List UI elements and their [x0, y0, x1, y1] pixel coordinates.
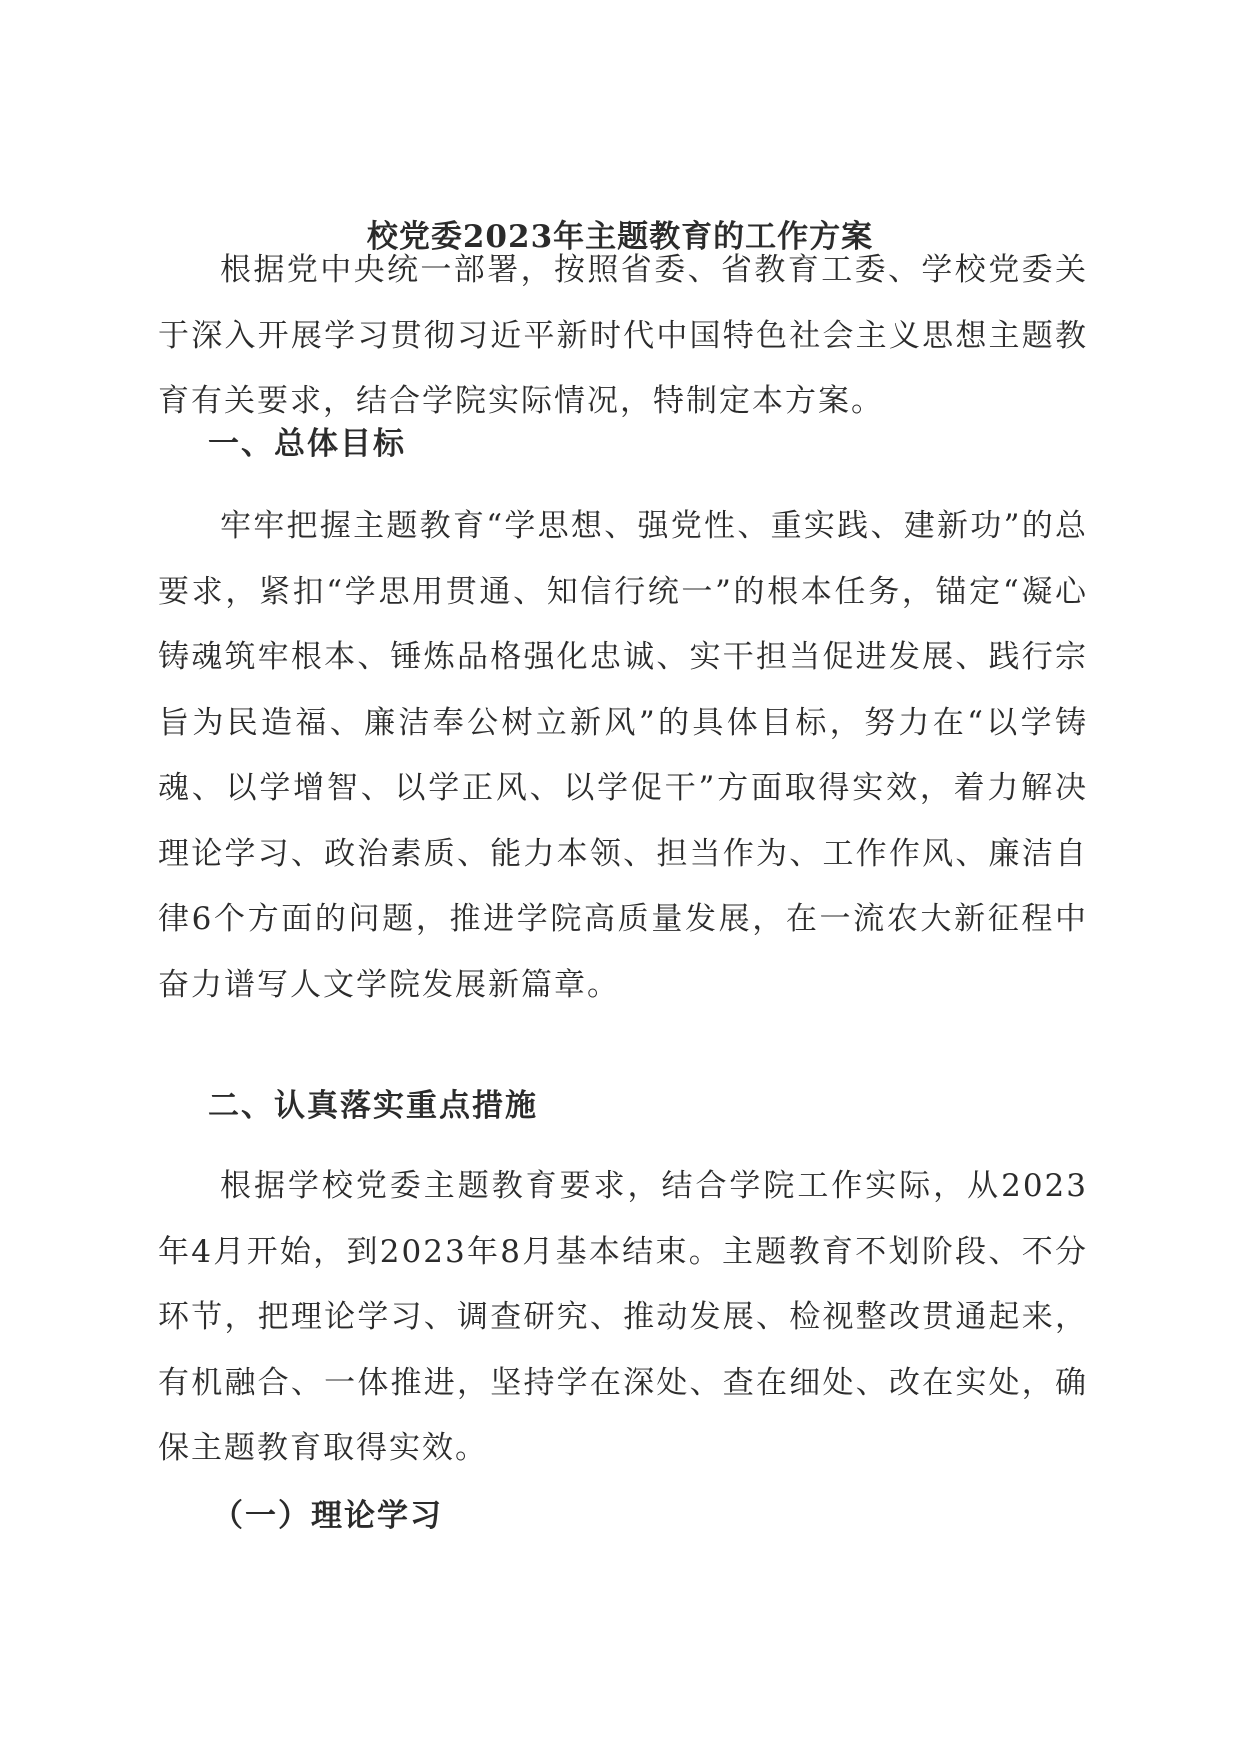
- intro-paragraph: 根据党中央统一部署，按照省委、省教育工委、学校党委关于深入开展学习贯彻习近平新时代中国特色社会主义思想主题教育有关要求，结合学院实际情况，特制定本方案。: [158, 252, 1088, 419]
- document-title: 校党委2023年主题教育的工作方案: [366, 218, 874, 255]
- section-heading-overall-goals: 一、总体目标: [208, 426, 406, 462]
- section-heading-key-measures: 二、认真落实重点措施: [208, 1088, 538, 1124]
- subsection-heading-theory-study: （一）理论学习: [212, 1498, 443, 1534]
- section-body-overall-goals: 牢牢把握主题教育“学思想、强党性、重实践、建新功”的总要求，紧扣“学思用贯通、知信行统一”的根本任务，锚定“凝心铸魂筑牢根本、锤炼品格强化忠诚、实干担当促进发展、践行宗旨为民造福、廉洁奉公树立新风”的具体目标，努力在“以学铸魂、以学增智、以学正风、以学促干”方面取得实效，着力解决理论学习、政治素质、能力本领、担当作为、工作作风、廉洁自律6个方面的问题，推进学院高质量发展，在一流农大新征程中奋力谱写人文学院发展新篇章。: [158, 508, 1088, 1003]
- section-body-key-measures: 根据学校党委主题教育要求，结合学院工作实际，从2023年4月开始，到2023年8月基本结束。主题教育不划阶段、不分环节，把理论学习、调查研究、推动发展、检视整改贯通起来，有机融合、一体推进，坚持学在深处、查在细处、改在实处，确保主题教育取得实效。: [158, 1168, 1088, 1466]
